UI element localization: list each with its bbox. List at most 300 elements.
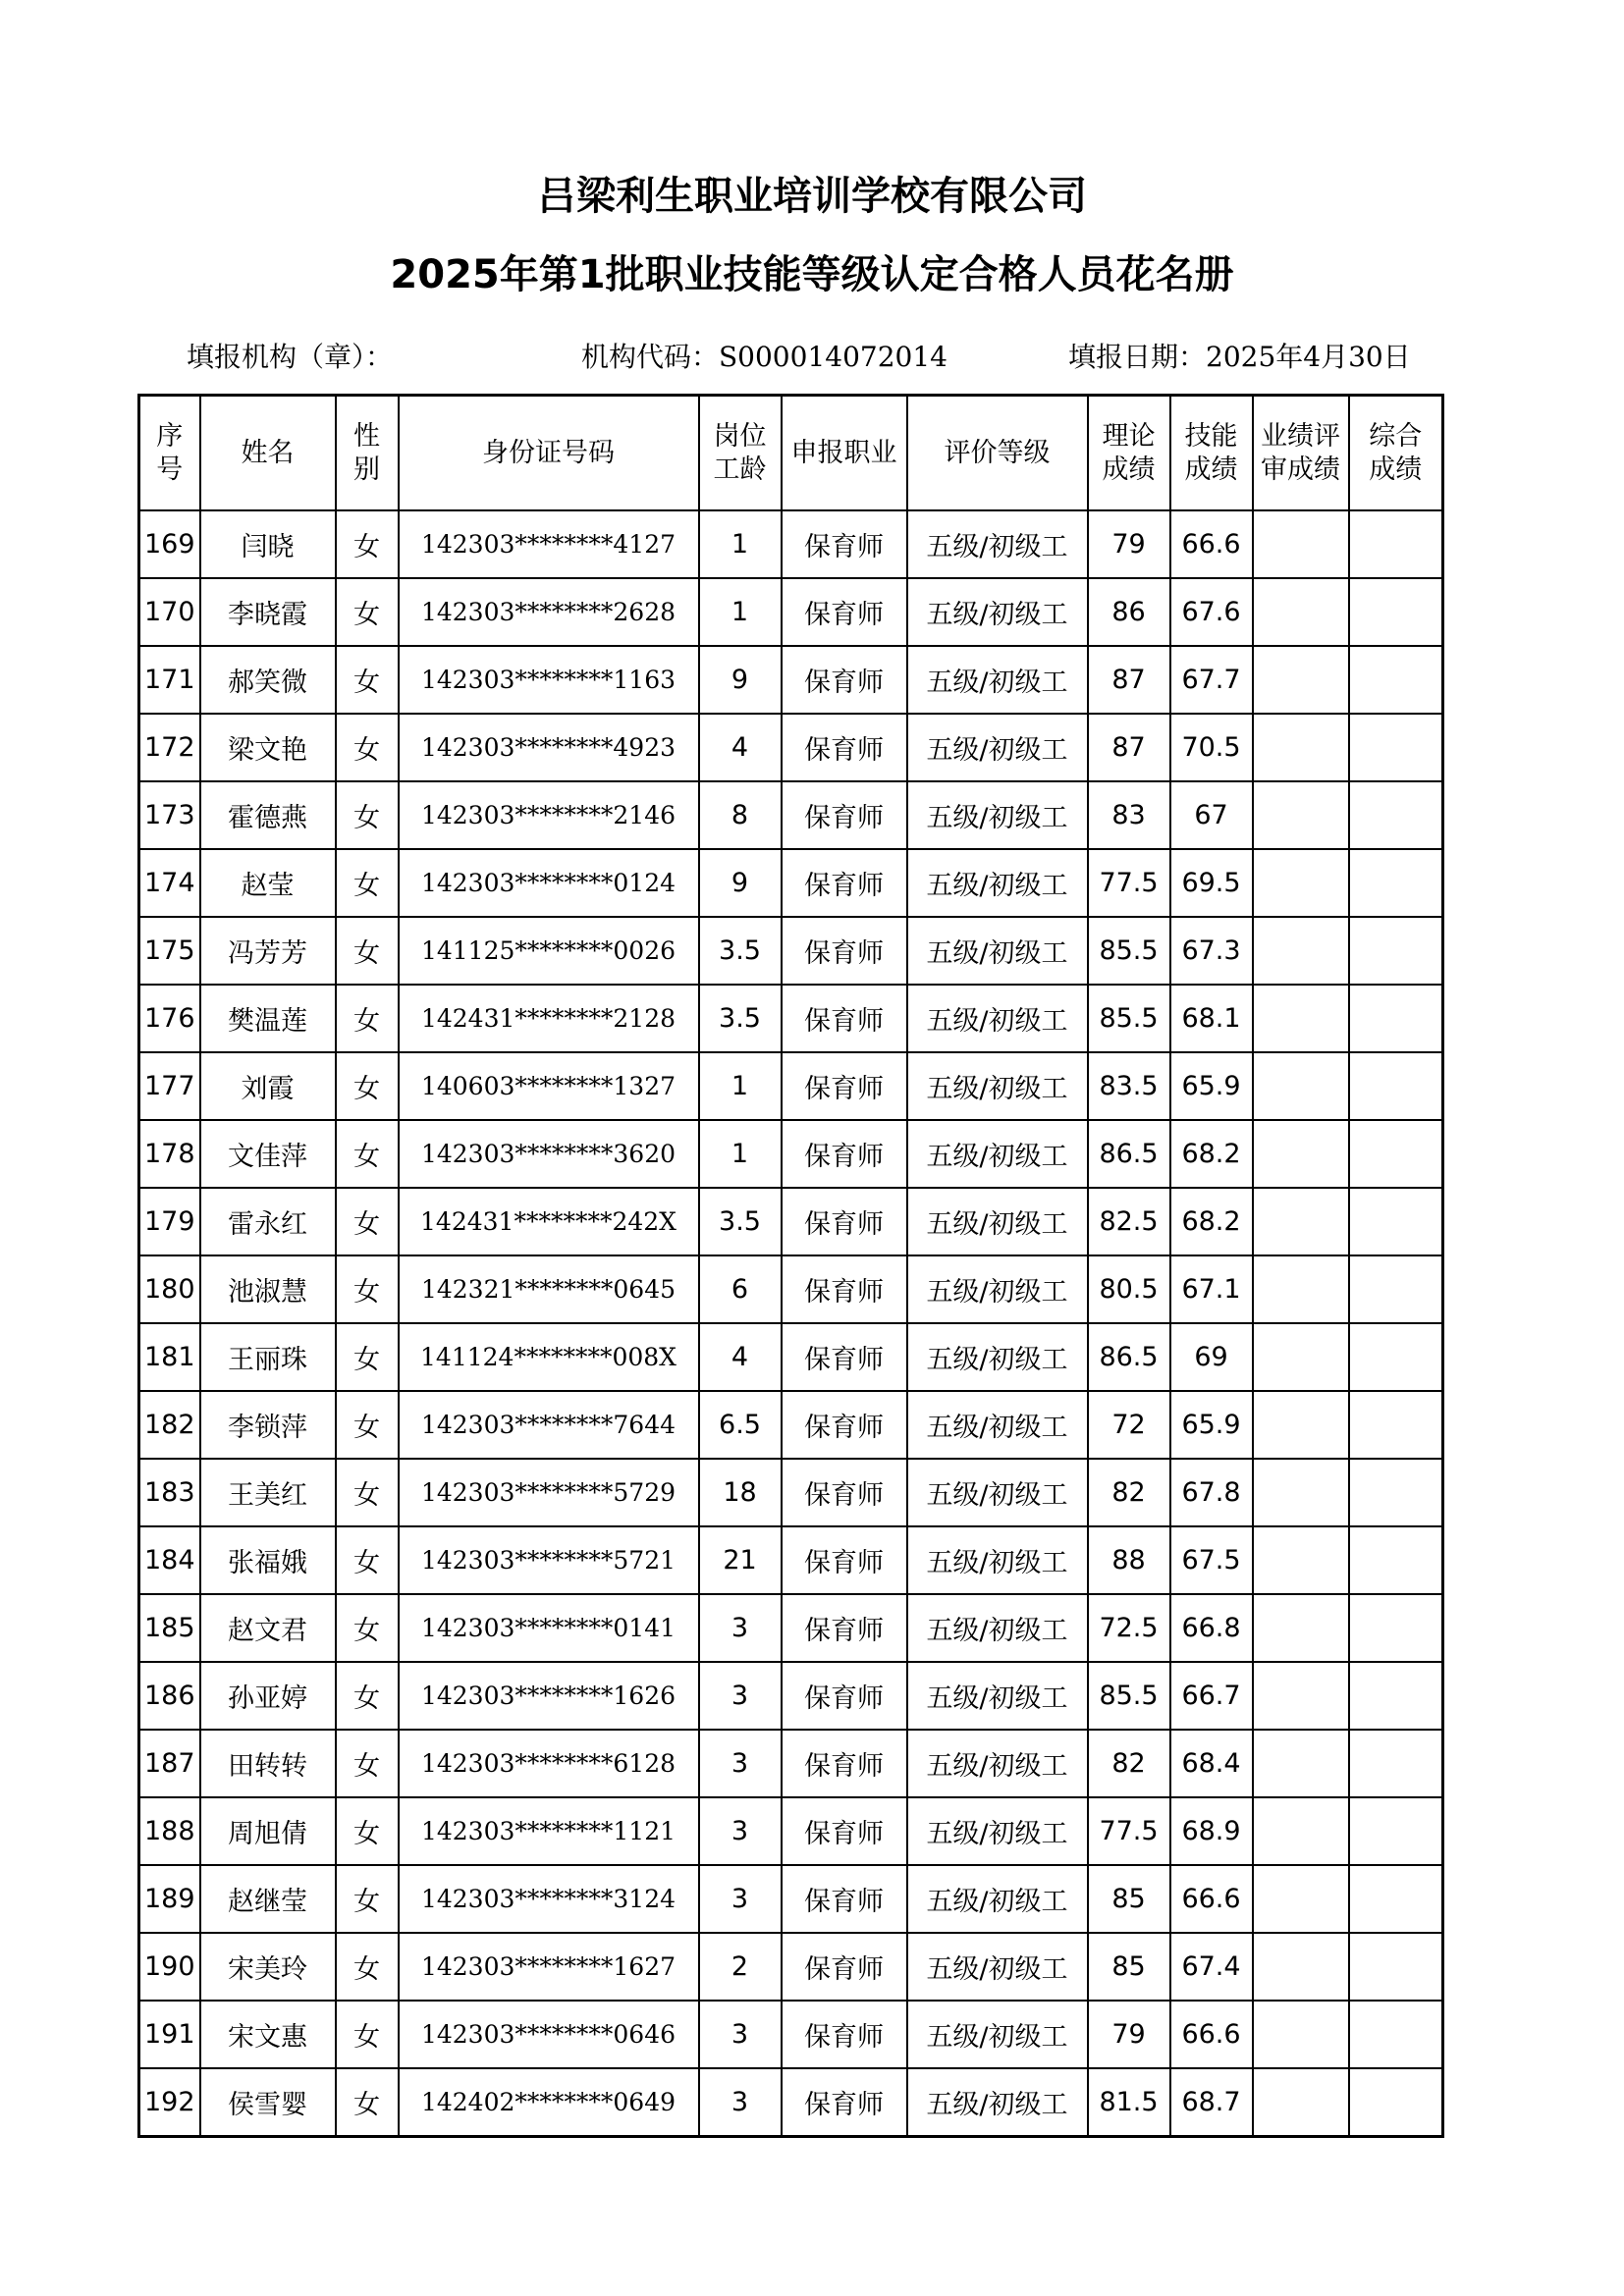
cell-level: 五级/初级工 — [907, 2001, 1088, 2068]
cell-level: 五级/初级工 — [907, 1526, 1088, 1594]
cell-occupation: 保育师 — [782, 1391, 907, 1459]
cell-theory-score: 85 — [1088, 1933, 1170, 2001]
col-header-performance-score: 业绩评 审成绩 — [1253, 396, 1349, 511]
col-header-overall-score: 综合 成绩 — [1349, 396, 1443, 511]
cell-index: 192 — [139, 2068, 200, 2137]
cell-gender: 女 — [336, 1526, 399, 1594]
cell-index: 189 — [139, 1865, 200, 1933]
cell-occupation: 保育师 — [782, 1052, 907, 1120]
cell-theory-score: 79 — [1088, 2001, 1170, 2068]
cell-gender: 女 — [336, 1120, 399, 1188]
cell-id-number: 142402********0649 — [399, 2068, 699, 2137]
cell-performance-score — [1253, 1865, 1349, 1933]
col-header-skill-score: 技能 成绩 — [1170, 396, 1253, 511]
cell-name: 梁文艳 — [200, 714, 336, 781]
table-row — [139, 1052, 1443, 1120]
table-row — [139, 985, 1443, 1052]
cell-skill-score: 67.4 — [1170, 1933, 1253, 2001]
cell-overall-score — [1349, 1662, 1443, 1730]
cell-performance-score — [1253, 2068, 1349, 2137]
cell-seniority: 3 — [699, 1594, 782, 1662]
cell-gender: 女 — [336, 1188, 399, 1255]
cell-name: 赵莹 — [200, 849, 336, 917]
col-header-occupation: 申报职业 — [782, 396, 907, 511]
cell-level: 五级/初级工 — [907, 578, 1088, 646]
cell-name: 赵文君 — [200, 1594, 336, 1662]
cell-name: 李晓霞 — [200, 578, 336, 646]
cell-index: 186 — [139, 1662, 200, 1730]
cell-gender: 女 — [336, 917, 399, 985]
table-row — [139, 1933, 1443, 2001]
cell-level: 五级/初级工 — [907, 1933, 1088, 2001]
cell-seniority: 3 — [699, 1865, 782, 1933]
col-header-name: 姓名 — [200, 396, 336, 511]
table-row — [139, 1865, 1443, 1933]
cell-id-number: 142303********4127 — [399, 510, 699, 578]
cell-theory-score: 85 — [1088, 1865, 1170, 1933]
table-row — [139, 1526, 1443, 1594]
cell-skill-score: 66.8 — [1170, 1594, 1253, 1662]
cell-skill-score: 68.2 — [1170, 1120, 1253, 1188]
cell-id-number: 142303********7644 — [399, 1391, 699, 1459]
cell-id-number: 142303********1627 — [399, 1933, 699, 2001]
cell-performance-score — [1253, 1933, 1349, 2001]
cell-seniority: 4 — [699, 1323, 782, 1391]
cell-name: 孙亚婷 — [200, 1662, 336, 1730]
cell-performance-score — [1253, 714, 1349, 781]
table-header-row — [139, 396, 1443, 511]
cell-occupation: 保育师 — [782, 1730, 907, 1797]
cell-theory-score: 81.5 — [1088, 2068, 1170, 2137]
cell-overall-score — [1349, 1730, 1443, 1797]
cell-index: 178 — [139, 1120, 200, 1188]
cell-seniority: 4 — [699, 714, 782, 781]
table-row — [139, 1730, 1443, 1797]
cell-id-number: 142303********2146 — [399, 781, 699, 849]
cell-gender: 女 — [336, 510, 399, 578]
cell-overall-score — [1349, 1323, 1443, 1391]
cell-seniority: 1 — [699, 1120, 782, 1188]
cell-occupation: 保育师 — [782, 1662, 907, 1730]
cell-performance-score — [1253, 1459, 1349, 1526]
cell-name: 池淑慧 — [200, 1255, 336, 1323]
cell-id-number: 142303********0141 — [399, 1594, 699, 1662]
cell-id-number: 142303********5729 — [399, 1459, 699, 1526]
cell-skill-score: 68.7 — [1170, 2068, 1253, 2137]
cell-theory-score: 86 — [1088, 578, 1170, 646]
cell-overall-score — [1349, 1526, 1443, 1594]
cell-index: 179 — [139, 1188, 200, 1255]
table-row — [139, 714, 1443, 781]
cell-theory-score: 82 — [1088, 1459, 1170, 1526]
cell-level: 五级/初级工 — [907, 1188, 1088, 1255]
cell-theory-score: 82.5 — [1088, 1188, 1170, 1255]
cell-level: 五级/初级工 — [907, 985, 1088, 1052]
table-row — [139, 510, 1443, 578]
cell-id-number: 141125********0026 — [399, 917, 699, 985]
cell-occupation: 保育师 — [782, 1323, 907, 1391]
cell-skill-score: 66.6 — [1170, 510, 1253, 578]
cell-index: 181 — [139, 1323, 200, 1391]
cell-seniority: 3.5 — [699, 917, 782, 985]
cell-level: 五级/初级工 — [907, 1120, 1088, 1188]
cell-index: 180 — [139, 1255, 200, 1323]
cell-skill-score: 67.6 — [1170, 578, 1253, 646]
cell-level: 五级/初级工 — [907, 714, 1088, 781]
cell-level: 五级/初级工 — [907, 917, 1088, 985]
cell-occupation: 保育师 — [782, 781, 907, 849]
cell-overall-score — [1349, 578, 1443, 646]
cell-name: 郝笑微 — [200, 646, 336, 714]
cell-overall-score — [1349, 1797, 1443, 1865]
cell-level: 五级/初级工 — [907, 646, 1088, 714]
cell-overall-score — [1349, 1120, 1443, 1188]
org-label: 填报机构（章）： — [187, 341, 394, 373]
cell-performance-score — [1253, 646, 1349, 714]
cell-name: 王美红 — [200, 1459, 336, 1526]
cell-level: 五级/初级工 — [907, 510, 1088, 578]
cell-seniority: 3 — [699, 1797, 782, 1865]
cell-seniority: 3 — [699, 1730, 782, 1797]
cell-skill-score: 68.1 — [1170, 985, 1253, 1052]
cell-occupation: 保育师 — [782, 1459, 907, 1526]
cell-skill-score: 65.9 — [1170, 1391, 1253, 1459]
cell-seniority: 8 — [699, 781, 782, 849]
cell-occupation: 保育师 — [782, 510, 907, 578]
cell-overall-score — [1349, 1052, 1443, 1120]
cell-theory-score: 85.5 — [1088, 985, 1170, 1052]
cell-gender: 女 — [336, 2068, 399, 2137]
cell-name: 周旭倩 — [200, 1797, 336, 1865]
cell-performance-score — [1253, 1391, 1349, 1459]
cell-gender: 女 — [336, 714, 399, 781]
cell-overall-score — [1349, 714, 1443, 781]
cell-index: 170 — [139, 578, 200, 646]
cell-level: 五级/初级工 — [907, 1730, 1088, 1797]
cell-theory-score: 77.5 — [1088, 849, 1170, 917]
cell-id-number: 142431********2128 — [399, 985, 699, 1052]
cell-index: 183 — [139, 1459, 200, 1526]
cell-gender: 女 — [336, 985, 399, 1052]
cell-theory-score: 86.5 — [1088, 1120, 1170, 1188]
cell-occupation: 保育师 — [782, 849, 907, 917]
cell-occupation: 保育师 — [782, 917, 907, 985]
cell-skill-score: 69.5 — [1170, 849, 1253, 917]
cell-gender: 女 — [336, 849, 399, 917]
cell-occupation: 保育师 — [782, 1865, 907, 1933]
cell-level: 五级/初级工 — [907, 1865, 1088, 1933]
cell-gender: 女 — [336, 1797, 399, 1865]
cell-seniority: 2 — [699, 1933, 782, 2001]
cell-skill-score: 67 — [1170, 781, 1253, 849]
cell-level: 五级/初级工 — [907, 2068, 1088, 2137]
cell-overall-score — [1349, 1933, 1443, 2001]
cell-name: 田转转 — [200, 1730, 336, 1797]
cell-gender: 女 — [336, 1255, 399, 1323]
cell-gender: 女 — [336, 1052, 399, 1120]
cell-overall-score — [1349, 646, 1443, 714]
cell-gender: 女 — [336, 1391, 399, 1459]
cell-theory-score: 80.5 — [1088, 1255, 1170, 1323]
cell-seniority: 1 — [699, 1052, 782, 1120]
cell-occupation: 保育师 — [782, 2001, 907, 2068]
cell-level: 五级/初级工 — [907, 849, 1088, 917]
cell-id-number: 142303********1163 — [399, 646, 699, 714]
cell-id-number: 142303********6128 — [399, 1730, 699, 1797]
cell-level: 五级/初级工 — [907, 1255, 1088, 1323]
cell-skill-score: 65.9 — [1170, 1052, 1253, 1120]
cell-performance-score — [1253, 1797, 1349, 1865]
cell-index: 174 — [139, 849, 200, 917]
cell-skill-score: 66.6 — [1170, 2001, 1253, 2068]
cell-index: 176 — [139, 985, 200, 1052]
cell-theory-score: 79 — [1088, 510, 1170, 578]
col-header-level: 评价等级 — [907, 396, 1088, 511]
cell-id-number: 142303********3620 — [399, 1120, 699, 1188]
cell-id-number: 142303********0124 — [399, 849, 699, 917]
cell-seniority: 3.5 — [699, 1188, 782, 1255]
table-row — [139, 1120, 1443, 1188]
cell-seniority: 9 — [699, 849, 782, 917]
cell-overall-score — [1349, 781, 1443, 849]
cell-name: 霍德燕 — [200, 781, 336, 849]
table-row — [139, 1594, 1443, 1662]
cell-gender: 女 — [336, 781, 399, 849]
table-body — [139, 510, 1443, 2137]
cell-performance-score — [1253, 1255, 1349, 1323]
cell-occupation: 保育师 — [782, 1188, 907, 1255]
cell-name: 侯雪婴 — [200, 2068, 336, 2137]
table-row — [139, 1391, 1443, 1459]
cell-level: 五级/初级工 — [907, 1594, 1088, 1662]
cell-skill-score: 70.5 — [1170, 714, 1253, 781]
cell-performance-score — [1253, 1730, 1349, 1797]
cell-id-number: 142431********242X — [399, 1188, 699, 1255]
document-title: 吕梁利生职业培训学校有限公司 — [537, 174, 1087, 219]
cell-level: 五级/初级工 — [907, 1459, 1088, 1526]
table-row — [139, 1188, 1443, 1255]
table-row — [139, 578, 1443, 646]
cell-skill-score: 68.4 — [1170, 1730, 1253, 1797]
cell-performance-score — [1253, 985, 1349, 1052]
cell-occupation: 保育师 — [782, 1594, 907, 1662]
cell-theory-score: 82 — [1088, 1730, 1170, 1797]
cell-level: 五级/初级工 — [907, 1391, 1088, 1459]
cell-theory-score: 85.5 — [1088, 1662, 1170, 1730]
table-row — [139, 1323, 1443, 1391]
cell-seniority: 3 — [699, 1662, 782, 1730]
cell-theory-score: 77.5 — [1088, 1797, 1170, 1865]
cell-name: 刘霞 — [200, 1052, 336, 1120]
cell-seniority: 3 — [699, 2068, 782, 2137]
cell-gender: 女 — [336, 578, 399, 646]
table-row — [139, 2068, 1443, 2137]
cell-name: 冯芳芳 — [200, 917, 336, 985]
cell-overall-score — [1349, 1255, 1443, 1323]
table-row — [139, 917, 1443, 985]
cell-overall-score — [1349, 1594, 1443, 1662]
cell-index: 169 — [139, 510, 200, 578]
cell-id-number: 142303********1626 — [399, 1662, 699, 1730]
cell-id-number: 141124********008X — [399, 1323, 699, 1391]
cell-occupation: 保育师 — [782, 1255, 907, 1323]
col-header-index: 序 号 — [139, 396, 200, 511]
cell-skill-score: 67.3 — [1170, 917, 1253, 985]
cell-level: 五级/初级工 — [907, 1797, 1088, 1865]
cell-overall-score — [1349, 985, 1443, 1052]
roster-table — [137, 394, 1444, 2138]
cell-occupation: 保育师 — [782, 1797, 907, 1865]
cell-performance-score — [1253, 2001, 1349, 2068]
cell-skill-score: 69 — [1170, 1323, 1253, 1391]
cell-gender: 女 — [336, 1865, 399, 1933]
cell-index: 191 — [139, 2001, 200, 2068]
cell-index: 177 — [139, 1052, 200, 1120]
cell-gender: 女 — [336, 1323, 399, 1391]
cell-performance-score — [1253, 510, 1349, 578]
cell-index: 190 — [139, 1933, 200, 2001]
cell-index: 188 — [139, 1797, 200, 1865]
cell-name: 赵继莹 — [200, 1865, 336, 1933]
cell-overall-score — [1349, 1391, 1443, 1459]
cell-seniority: 6 — [699, 1255, 782, 1323]
cell-seniority: 21 — [699, 1526, 782, 1594]
table-row — [139, 1459, 1443, 1526]
cell-performance-score — [1253, 1052, 1349, 1120]
cell-name: 李锁萍 — [200, 1391, 336, 1459]
document-subtitle: 2025年第1批职业技能等级认定合格人员花名册 — [390, 252, 1234, 297]
cell-performance-score — [1253, 917, 1349, 985]
cell-gender: 女 — [336, 1662, 399, 1730]
cell-skill-score: 66.6 — [1170, 1865, 1253, 1933]
cell-seniority: 1 — [699, 578, 782, 646]
cell-theory-score: 85.5 — [1088, 917, 1170, 985]
cell-occupation: 保育师 — [782, 578, 907, 646]
cell-overall-score — [1349, 2001, 1443, 2068]
cell-occupation: 保育师 — [782, 985, 907, 1052]
col-header-seniority: 岗位 工龄 — [699, 396, 782, 511]
cell-overall-score — [1349, 2068, 1443, 2137]
cell-skill-score: 68.9 — [1170, 1797, 1253, 1865]
col-header-gender: 性 别 — [336, 396, 399, 511]
cell-gender: 女 — [336, 1730, 399, 1797]
cell-performance-score — [1253, 781, 1349, 849]
cell-gender: 女 — [336, 2001, 399, 2068]
cell-performance-score — [1253, 1120, 1349, 1188]
cell-index: 187 — [139, 1730, 200, 1797]
cell-level: 五级/初级工 — [907, 1662, 1088, 1730]
cell-occupation: 保育师 — [782, 714, 907, 781]
table-row — [139, 1255, 1443, 1323]
cell-gender: 女 — [336, 1933, 399, 2001]
cell-overall-score — [1349, 917, 1443, 985]
table-row — [139, 1797, 1443, 1865]
cell-theory-score: 88 — [1088, 1526, 1170, 1594]
cell-gender: 女 — [336, 646, 399, 714]
cell-occupation: 保育师 — [782, 2068, 907, 2137]
table-row — [139, 1662, 1443, 1730]
cell-seniority: 1 — [699, 510, 782, 578]
cell-skill-score: 67.5 — [1170, 1526, 1253, 1594]
cell-theory-score: 83 — [1088, 781, 1170, 849]
cell-level: 五级/初级工 — [907, 781, 1088, 849]
cell-index: 171 — [139, 646, 200, 714]
cell-seniority: 18 — [699, 1459, 782, 1526]
cell-index: 175 — [139, 917, 200, 985]
cell-index: 172 — [139, 714, 200, 781]
cell-id-number: 142303********0646 — [399, 2001, 699, 2068]
table-row — [139, 2001, 1443, 2068]
cell-id-number: 142303********4923 — [399, 714, 699, 781]
cell-name: 闫晓 — [200, 510, 336, 578]
table-row — [139, 781, 1443, 849]
cell-seniority: 9 — [699, 646, 782, 714]
cell-name: 樊温莲 — [200, 985, 336, 1052]
cell-overall-score — [1349, 1459, 1443, 1526]
cell-index: 185 — [139, 1594, 200, 1662]
cell-skill-score: 68.2 — [1170, 1188, 1253, 1255]
cell-performance-score — [1253, 578, 1349, 646]
cell-gender: 女 — [336, 1594, 399, 1662]
col-header-id-number: 身份证号码 — [399, 396, 699, 511]
table-row — [139, 646, 1443, 714]
org-code: 机构代码：S000014072014 — [581, 341, 947, 373]
cell-overall-score — [1349, 1188, 1443, 1255]
cell-id-number: 142303********1121 — [399, 1797, 699, 1865]
cell-level: 五级/初级工 — [907, 1052, 1088, 1120]
cell-id-number: 142303********5721 — [399, 1526, 699, 1594]
cell-id-number: 142303********3124 — [399, 1865, 699, 1933]
cell-theory-score: 86.5 — [1088, 1323, 1170, 1391]
cell-performance-score — [1253, 1662, 1349, 1730]
cell-theory-score: 72 — [1088, 1391, 1170, 1459]
cell-seniority: 3.5 — [699, 985, 782, 1052]
cell-name: 宋美玲 — [200, 1933, 336, 2001]
cell-theory-score: 83.5 — [1088, 1052, 1170, 1120]
cell-theory-score: 87 — [1088, 714, 1170, 781]
cell-index: 182 — [139, 1391, 200, 1459]
cell-index: 173 — [139, 781, 200, 849]
cell-occupation: 保育师 — [782, 646, 907, 714]
cell-id-number: 142303********2628 — [399, 578, 699, 646]
cell-overall-score — [1349, 1865, 1443, 1933]
cell-index: 184 — [139, 1526, 200, 1594]
cell-skill-score: 67.7 — [1170, 646, 1253, 714]
cell-performance-score — [1253, 1526, 1349, 1594]
cell-occupation: 保育师 — [782, 1120, 907, 1188]
cell-id-number: 142321********0645 — [399, 1255, 699, 1323]
cell-occupation: 保育师 — [782, 1933, 907, 2001]
cell-name: 文佳萍 — [200, 1120, 336, 1188]
cell-theory-score: 72.5 — [1088, 1594, 1170, 1662]
cell-gender: 女 — [336, 1459, 399, 1526]
cell-occupation: 保育师 — [782, 1526, 907, 1594]
cell-performance-score — [1253, 1594, 1349, 1662]
cell-name: 王丽珠 — [200, 1323, 336, 1391]
cell-name: 宋文惠 — [200, 2001, 336, 2068]
col-header-theory-score: 理论 成绩 — [1088, 396, 1170, 511]
cell-seniority: 3 — [699, 2001, 782, 2068]
cell-name: 张福娥 — [200, 1526, 336, 1594]
cell-skill-score: 67.1 — [1170, 1255, 1253, 1323]
cell-id-number: 140603********1327 — [399, 1052, 699, 1120]
cell-seniority: 6.5 — [699, 1391, 782, 1459]
cell-name: 雷永红 — [200, 1188, 336, 1255]
cell-level: 五级/初级工 — [907, 1323, 1088, 1391]
cell-theory-score: 87 — [1088, 646, 1170, 714]
cell-performance-score — [1253, 1188, 1349, 1255]
report-date: 填报日期：2025年4月30日 — [1068, 341, 1411, 373]
